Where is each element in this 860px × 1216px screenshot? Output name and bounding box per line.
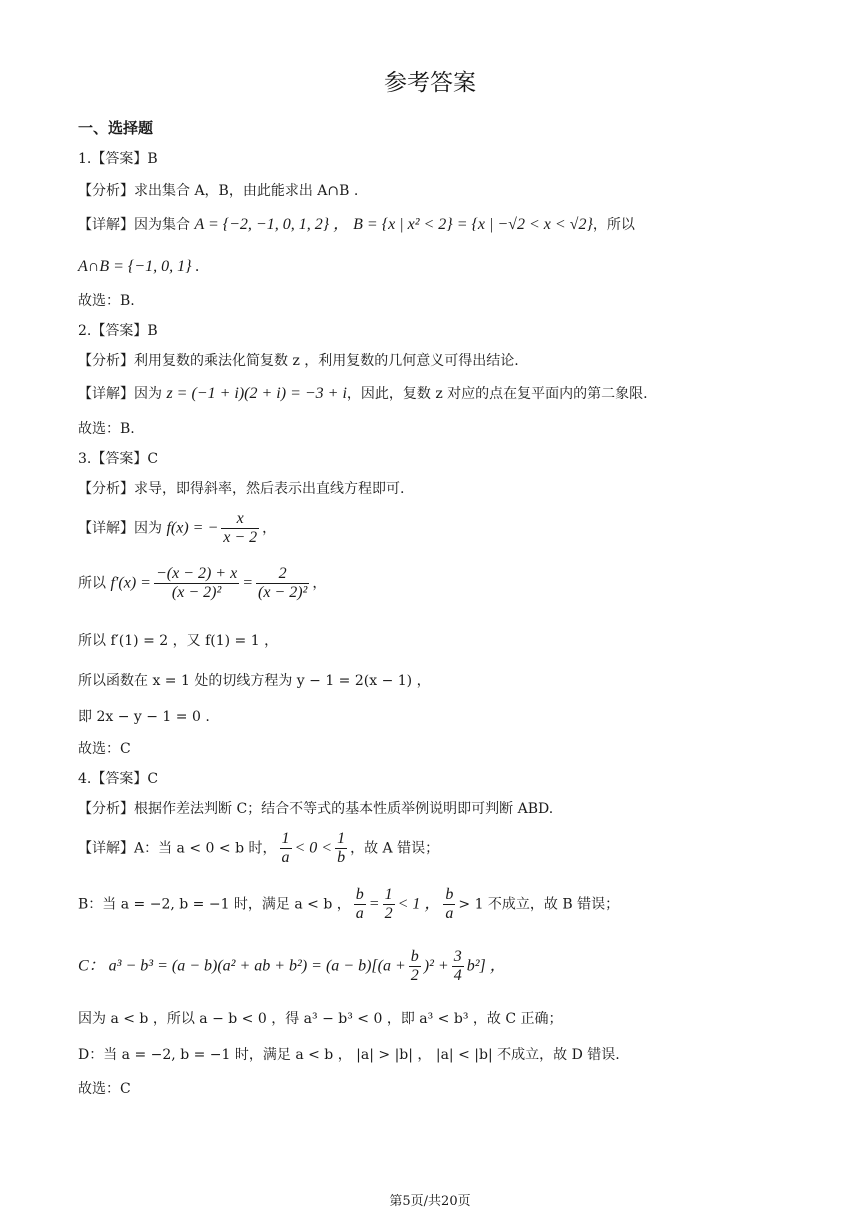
q4-b-numerator-3: b xyxy=(445,886,454,903)
q3-deriv-denominator-2: (x − 2)² xyxy=(258,584,308,601)
q2-detail-suffix: ，因此，复数 z 对应的点在复平面内的第二象限. xyxy=(346,386,648,402)
q4-c-denominator-1: 2 xyxy=(410,967,419,984)
q3-conclusion: 故选：C xyxy=(78,741,131,757)
q3-deriv-denominator-1: (x − 2)² xyxy=(171,584,222,601)
q3-comma-2: ， xyxy=(312,575,327,592)
q3-line3: 所以 f′(1) = 2 ，又 f(1) = 1 ， xyxy=(78,633,279,649)
q3-comma: ， xyxy=(262,520,277,537)
q1-detail-line2: A∩B = {−1, 0, 1} . xyxy=(78,258,200,275)
q4-analysis: 【分析】根据作差法判断 C；结合不等式的基本性质举例说明即可判断 ABD. xyxy=(78,801,554,817)
q1-detail-math: A = {−2, −1, 0, 1, 2} ， B = {x | x² < 2} = {x | −√2 < x < √2} xyxy=(194,216,593,233)
q4-a-denominator-1: a xyxy=(281,849,290,866)
q4-b-denominator-2: 2 xyxy=(384,905,393,922)
q4-b-mid2: < 1 ， xyxy=(397,895,441,913)
q4-answer: 4.【答案】C xyxy=(78,771,159,787)
q4-a-numerator-1: 1 xyxy=(281,830,290,847)
q3-line5: 即 2x − y − 1 = 0 . xyxy=(78,709,210,725)
q1-answer: 1.【答案】B xyxy=(78,151,158,167)
q4-a-mid: < 0 < xyxy=(294,839,333,857)
q3-deriv-fraction-2 xyxy=(256,565,309,602)
q4-option-d: D：当 a = −2, b = −1 时，满足 a < b ， |a| > |b| ， |a| < |b| 不成立，故 D 错误. xyxy=(78,1047,620,1063)
q4-b-numerator-1: b xyxy=(355,886,364,903)
q4-b-denominator-1: a xyxy=(355,905,364,922)
q4-option-c xyxy=(78,948,506,985)
q4-b-denominator-3: a xyxy=(445,905,454,922)
q4-c-denominator-2: 4 xyxy=(453,967,462,984)
q4-line-c2: 因为 a < b ，所以 a − b < 0 ，得 a³ − b³ < 0 ，即 a³ < b³ ，故 C 正确； xyxy=(78,1011,563,1027)
q2-answer: 2.【答案】B xyxy=(78,323,158,339)
q1-conclusion: 故选：B. xyxy=(78,293,135,309)
q4-b-suffix: > 1 不成立，故 B 错误； xyxy=(458,896,620,913)
q4-c-numerator-2: 3 xyxy=(453,948,462,965)
q4-b-numerator-2: 1 xyxy=(384,886,393,903)
q4-a-suffix: ，故 A 错误； xyxy=(350,840,440,857)
q4-c-prefix: C： a³ − b³ = (a − b)(a² + ab + b²) = (a − b)[(a + xyxy=(78,957,406,975)
q4-b-fraction-2 xyxy=(383,886,395,923)
q3-deriv-fraction-1 xyxy=(154,565,239,602)
q4-b-fraction-1 xyxy=(354,886,366,923)
q4-a-fraction-2 xyxy=(335,830,347,867)
q4-c-mid: )² + xyxy=(423,957,449,975)
q4-b-mid: = xyxy=(368,895,380,913)
q4-b-fraction-3 xyxy=(443,886,455,923)
q4-c-numerator-1: b xyxy=(410,948,419,965)
q3-line4: 所以函数在 x = 1 处的切线方程为 y − 1 = 2(x − 1) ， xyxy=(78,673,431,689)
q3-detail-prefix: 【详解】因为 xyxy=(78,520,167,537)
q4-a-prefix: 【详解】A：当 a < 0 < b 时， xyxy=(78,840,277,857)
section-heading: 一、选择题 xyxy=(78,119,154,137)
q3-f-definition xyxy=(78,510,276,547)
q3-f-lhs: f(x) = − xyxy=(166,519,219,537)
q1-detail-prefix: 【详解】因为集合 xyxy=(78,217,195,233)
q4-a-numerator-2: 1 xyxy=(337,830,346,847)
q3-eq: = xyxy=(242,574,253,592)
q3-f-numerator: x xyxy=(221,510,259,529)
q4-b-prefix: B：当 a = −2, b = −1 时，满足 a < b ， xyxy=(78,896,351,913)
q4-conclusion: 故选：C xyxy=(78,1081,131,1097)
q1-analysis: 【分析】求出集合 A，B，由此能求出 A∩B . xyxy=(78,183,359,199)
q2-detail-prefix: 【详解】因为 xyxy=(78,386,167,402)
q1-detail xyxy=(78,216,635,234)
q2-analysis: 【分析】利用复数的乘法化简复数 z ，利用复数的几何意义可得出结论. xyxy=(78,353,519,369)
q4-c-suffix: b²] ， xyxy=(466,957,506,975)
q2-detail-math: z = (−1 + i)(2 + i) = −3 + i xyxy=(166,385,347,402)
q4-c-fraction-2 xyxy=(452,948,464,985)
q4-c-fraction-1 xyxy=(409,948,421,985)
q3-f-fraction xyxy=(221,510,259,547)
q3-derivative xyxy=(78,565,326,602)
q3-deriv-lhs: f′(x) = xyxy=(110,574,151,592)
q1-detail-suffix: ，所以 xyxy=(592,217,635,233)
q4-option-b xyxy=(78,886,619,923)
q4-option-a xyxy=(78,830,439,867)
page-footer: 第5页/共20页 xyxy=(389,1194,471,1209)
q3-deriv-numerator-1: −(x − 2) + x xyxy=(155,565,238,582)
q4-a-fraction-1 xyxy=(280,830,292,867)
q3-deriv-prefix: 所以 xyxy=(78,575,111,592)
q2-conclusion: 故选：B. xyxy=(78,421,135,437)
q3-f-denominator: x − 2 xyxy=(223,529,258,546)
q3-answer: 3.【答案】C xyxy=(78,451,159,467)
q3-deriv-numerator-2: 2 xyxy=(256,565,309,584)
page-title: 参考答案 xyxy=(384,70,476,96)
q4-a-denominator-2: b xyxy=(337,849,346,866)
q2-detail xyxy=(78,385,648,403)
q3-analysis: 【分析】求导，即得斜率，然后表示出直线方程即可. xyxy=(78,481,405,497)
